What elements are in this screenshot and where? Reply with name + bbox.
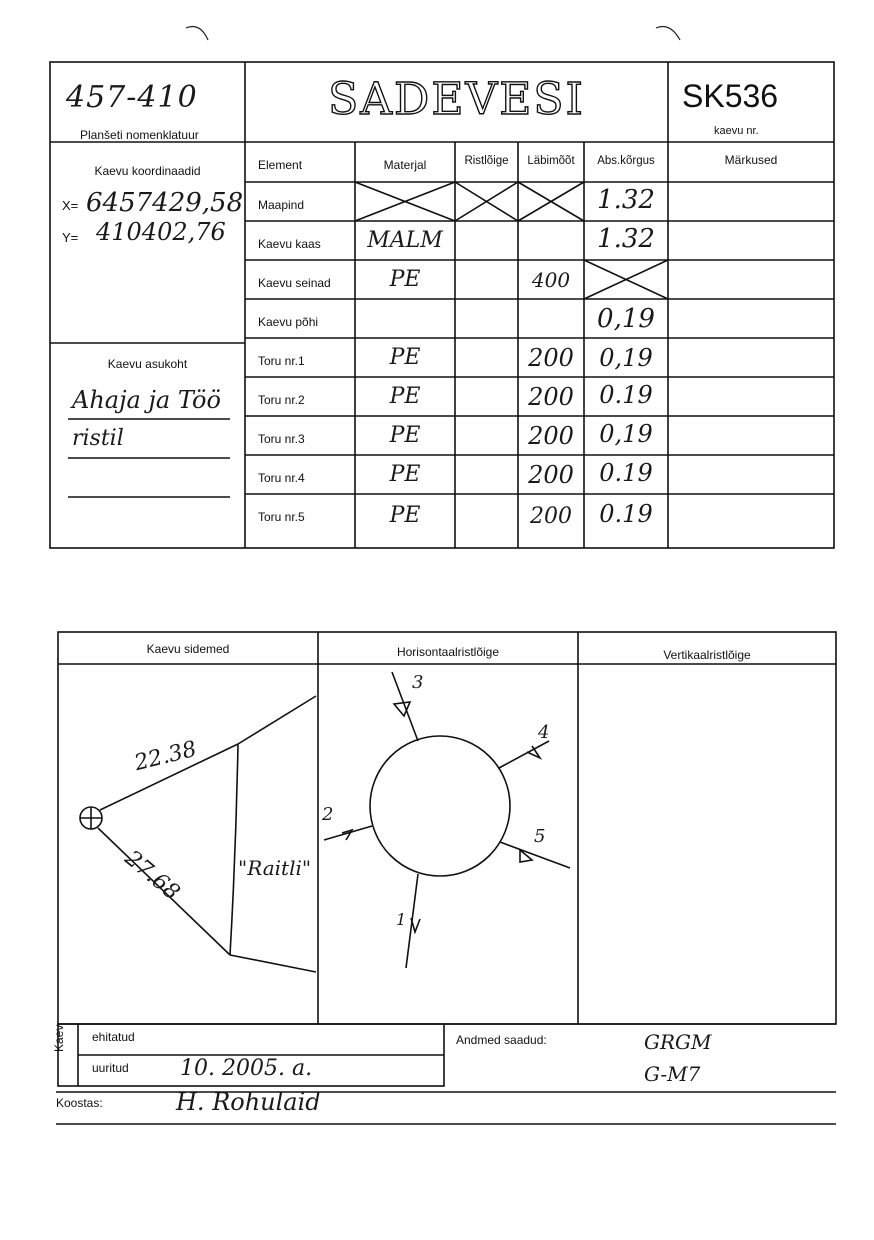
author-label: Koostas: — [56, 1096, 103, 1110]
table-row-material: PE — [389, 462, 421, 487]
table-row-diameter: 400 — [531, 268, 571, 292]
renewed-label: uuritud — [92, 1061, 129, 1075]
table-row-element: Maapind — [258, 198, 305, 212]
table-row-element: Kaevu seinad — [258, 276, 331, 290]
table-row-diameter: 200 — [530, 504, 572, 529]
table-row-element: Toru nr.1 — [258, 354, 305, 368]
well-side-label: Kaev — [52, 1024, 66, 1052]
header-well-ties: Kaevu sidemed — [146, 642, 230, 656]
header-horizontal-section: Horisontaalristlõige — [396, 645, 500, 659]
data-source-value2: G-M7 — [644, 1062, 701, 1086]
location-label: Kaevu asukoht — [107, 357, 188, 371]
page-title: SADEVESI — [328, 74, 585, 125]
distance-upper: 22.38 — [132, 736, 200, 777]
pipe-label: 3 — [412, 672, 424, 693]
header-cross-section: Ristlõige — [464, 155, 509, 167]
table-row-element: Kaevu põhi — [258, 315, 319, 329]
header-notes: Märkused — [724, 153, 778, 167]
table-row-height: 1.32 — [597, 185, 655, 215]
renewed-date: 10. 2005. a. — [180, 1056, 313, 1081]
header-vertical-section: Vertikaalristlõige — [663, 648, 751, 662]
distance-lower: 27.68 — [119, 846, 185, 906]
data-source-value1: GRGM — [644, 1030, 712, 1054]
table-row-height: 0.19 — [599, 459, 653, 487]
table-row-material: PE — [389, 503, 421, 528]
table-row-material: PE — [389, 423, 421, 448]
table-row-element: Toru nr.3 — [258, 432, 305, 446]
header-abs-height: Abs.kõrgus — [597, 155, 655, 167]
table-row-element: Toru nr.5 — [258, 510, 305, 524]
table-row-diameter: 200 — [528, 422, 574, 450]
data-source-label: Andmed saadud: — [456, 1033, 547, 1047]
table-row-material: PE — [389, 345, 421, 370]
bottom-section-border — [58, 632, 836, 1024]
well-number: SK536 — [682, 78, 779, 114]
header-element: Element — [258, 158, 303, 172]
table-row-diameter: 200 — [528, 383, 574, 411]
table-row-height: 0.19 — [599, 381, 653, 409]
built-label: ehitatud — [92, 1030, 135, 1044]
table-row-height: 1.32 — [597, 224, 655, 254]
author-signature: H. Rohulaid — [176, 1088, 321, 1116]
table-row-material: PE — [389, 384, 421, 409]
table-row-diameter: 200 — [528, 461, 574, 489]
x-prefix: X= — [62, 198, 79, 213]
y-coordinate: 410402,76 — [96, 218, 226, 246]
location-line1: Ahaja ja Töö — [72, 386, 221, 414]
table-row-height: 0,19 — [599, 420, 653, 448]
pipe-label: 4 — [538, 722, 550, 743]
coords-label: Kaevu koordinaadid — [94, 164, 201, 178]
street-label: "Raitli" — [238, 856, 312, 880]
nomenclature-value: 457-410 — [66, 80, 198, 115]
location-line2: ristil — [72, 426, 124, 451]
header-material: Materjal — [383, 158, 427, 172]
table-row-element: Toru nr.4 — [258, 471, 305, 485]
nomenclature-label: Planšeti nomenklatuur — [80, 128, 199, 142]
table-row-material: MALM — [367, 228, 443, 253]
pipe-label: 5 — [534, 826, 546, 847]
table-row-element: Toru nr.2 — [258, 393, 305, 407]
table-row-height: 0.19 — [599, 500, 653, 528]
x-coordinate: 6457429,58 — [86, 188, 244, 218]
pipe-label: 2 — [322, 804, 334, 825]
table-row-element: Kaevu kaas — [258, 237, 321, 251]
well-number-label: kaevu nr. — [714, 125, 759, 137]
header-diameter: Läbimõõt — [527, 155, 575, 167]
table-row-height: 0,19 — [599, 344, 653, 372]
table-row-height: 0,19 — [597, 304, 655, 334]
pipe-label: 1 — [396, 910, 407, 929]
table-row-diameter: 200 — [528, 344, 574, 372]
table-row-material: PE — [389, 267, 421, 292]
y-prefix: Y= — [62, 230, 79, 245]
